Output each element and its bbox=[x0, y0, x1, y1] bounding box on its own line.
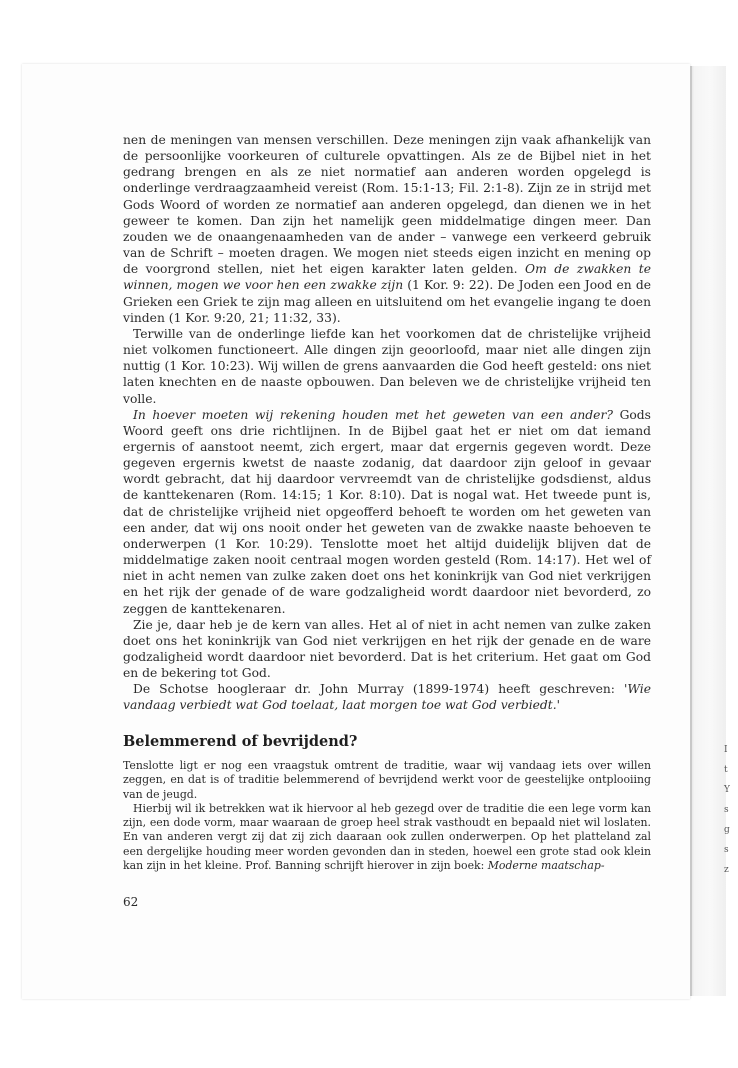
paragraph: nen de meningen van mensen verschillen. Deze meningen zijn vaak afhankelijk van de persoonlijke voorkeuren of culturele opvattingen. Als ze de Bijbel niet in het gedrang brengen en als ze niet normatief aan anderen worden opgelegd is onderlinge verdraagzaamheid vereist (Rom. 15:1-13; Fil. 2:1-8). Zijn ze in strijd met Gods Woord of worden ze normatief aan anderen opgelegd, dan dienen we in het geweer te komen. Dan zijn het namelijk geen middelmatige dingen meer. Dan zouden we de onaangenaamheden van de ander – vanwege een verkeerd gebruik van de Schrift – moeten dragen. We mogen niet steeds eigen inzicht en mening op de voorgrond stellen, niet het eigen karakter laten gelden. Om de zwakken te winnen, mogen we voor hen een zwakke zijn (1 Kor. 9: 22). De Joden een Jood en de Grieken een Griek te zijn mag alleen en uitsluitend om het evangelie ingang te doen vinden (1 Kor. 9:20, 21; 11:32, 33). bbox=[123, 133, 651, 325]
edge-mark: s bbox=[724, 805, 729, 815]
paragraph: De Schotse hoogleraar dr. John Murray (1899-1974) heeft geschreven: 'Wie vandaag verbiedt wat God toelaat, laat morgen toe wat God verbiedt.' bbox=[123, 682, 651, 713]
paragraph: In hoever moeten wij rekening houden met het geweten van een ander? Gods Woord geeft ons drie richtlijnen. In de Bijbel gaat het er niet om dat iemand ergernis of aanstoot neemt, zich ergert, maar dat ergernis gegeven wordt. Deze gegeven ergernis kwetst de naaste zodanig, dat daardoor zijn geloof in gevaar wordt gebracht, dat hij daardoor vervreemdt van de christelijke godsdienst, aldus de kanttekenaren (Rom. 14:15; 1 Kor. 8:10). Dat is nogal wat. Het tweede punt is, dat de christelijke vrijheid niet opgeofferd behoeft te worden om het geweten van een ander, dat wij ons nooit onder het geweten van de zwakke naaste behoeven te onderwerpen (1 Kor. 10:29). Tenslotte moet het altijd duidelijk blijven dat de middelmatige zaken nooit centraal mogen worden gesteld (Rom. 14:17). Het wel of niet in acht nemen van zulke zaken doet ons het koninkrijk van God niet verkrijgen en het rijk der genade of de ware godzaligheid wordt daardoor niet bevorderd, zo zeggen de kanttekenaren. bbox=[123, 407, 651, 616]
edge-mark: g bbox=[724, 825, 730, 835]
body-text-bottom bbox=[123, 759, 651, 873]
edge-mark: s bbox=[724, 845, 729, 855]
paragraph: Hierbij wil ik betrekken wat ik hiervoor al heb gezegd over de traditie die een lege vorm kan zijn, een dode vorm, maar waaraan de groep heel strak vasthoudt en bepaald niet wil loslaten. En van anderen vergt zij dat zij zich daaraan ook zullen onderwerpen. Op het platteland zal een dergelijke houding meer worden gevonden dan in steden, hoewel een grote stad ook klein kan zijn in het kleine. Prof. Banning schrijft hierover in zijn boek: Moderne maatschap- bbox=[123, 801, 651, 872]
edge-mark: t bbox=[724, 765, 728, 775]
edge-mark: z bbox=[724, 865, 729, 875]
next-page-edge-text bbox=[724, 740, 734, 880]
page-number: 62 bbox=[123, 895, 139, 909]
edge-mark: I bbox=[724, 745, 728, 755]
section-heading: Belemmerend of bevrijdend? bbox=[123, 733, 358, 750]
body-text-top bbox=[123, 132, 651, 714]
paragraph: Terwille van de onderlinge liefde kan het voorkomen dat de christelijke vrijheid niet volkomen functioneert. Alle dingen zijn geoorloofd, maar niet alle dingen zijn nuttig (1 Kor. 10:23). Wij willen de grens aanvaarden die God heeft gesteld: ons niet laten knechten en de naaste opbouwen. Dan beleven we de christelijke vrijheid ten volle. bbox=[123, 326, 651, 406]
edge-mark: Y bbox=[724, 785, 730, 795]
paragraph: Tenslotte ligt er nog een vraagstuk omtrent de traditie, waar wij vandaag iets over willen zeggen, en dat is of traditie belemmerend of bevrijdend werkt voor de geestelijke ontplooiing van de jeugd. bbox=[123, 759, 651, 801]
book-edge bbox=[690, 66, 726, 996]
book-edge-shadow bbox=[690, 66, 692, 996]
paragraph: Zie je, daar heb je de kern van alles. Het al of niet in acht nemen van zulke zaken doet ons het koninkrijk van God niet verkrijgen en het rijk der genade en de ware godzaligheid wordt daardoor niet bevorderd. Dat is het criterium. Het gaat om God en de bekering tot God. bbox=[123, 617, 651, 681]
